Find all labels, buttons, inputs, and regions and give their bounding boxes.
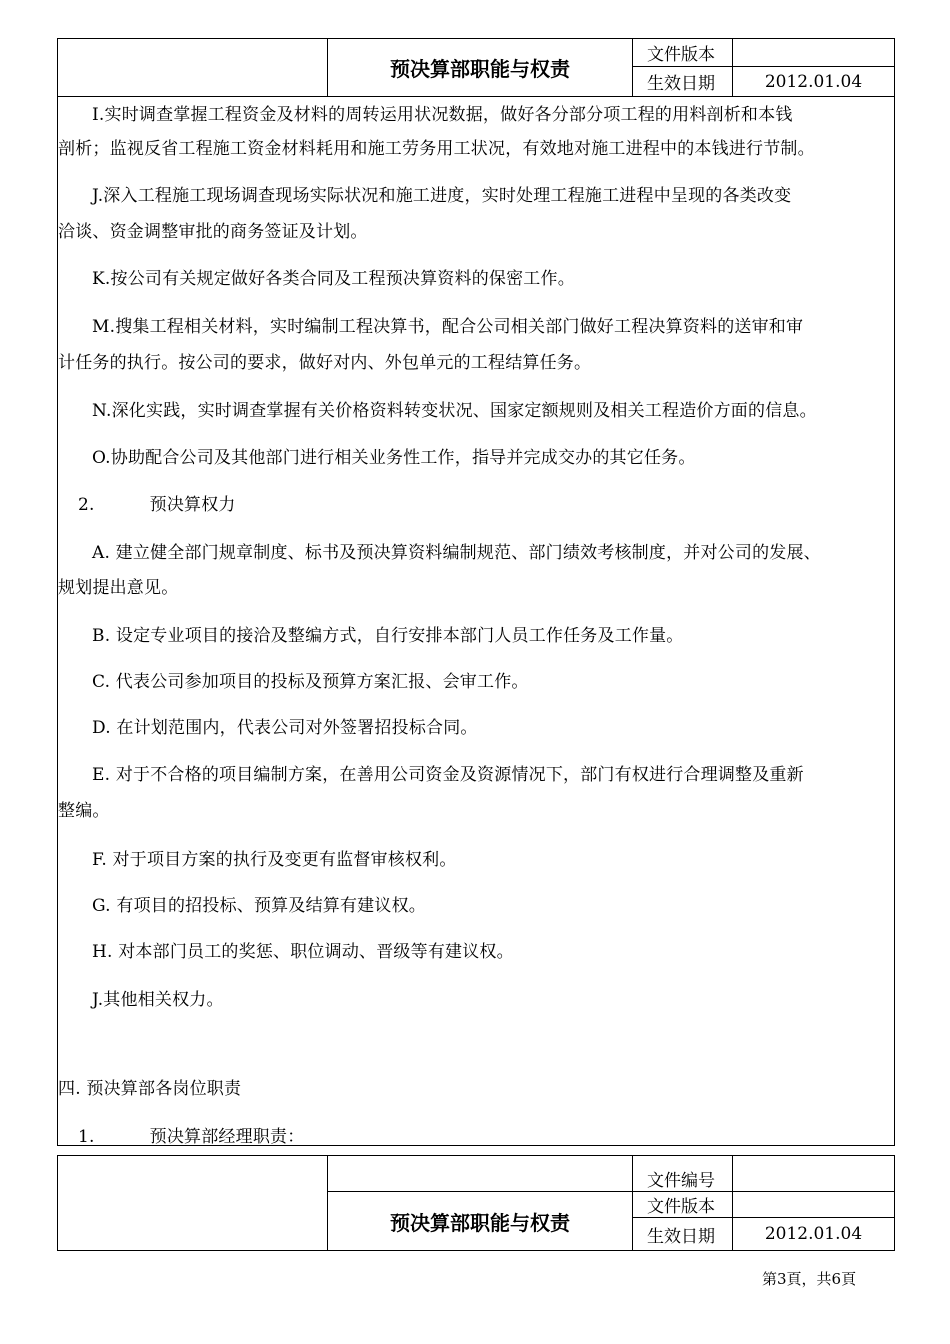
- document-title: 预决算部职能与权责: [328, 39, 633, 97]
- section-title: 预决算部经理职责：: [149, 1127, 305, 1147]
- section-title: 预决算权力: [149, 495, 236, 515]
- paragraph-line: 规划提出意见。: [58, 578, 179, 598]
- paragraph-line: J.深入工程施工现场调查现场实际状况和施工进度，实时处理工程施工进程中呈现的各类改变: [92, 186, 792, 206]
- paragraph-line: K.按公司有关规定做好各类合同及工程预决算资料的保密工作。: [92, 269, 575, 289]
- next-page-header-table: [57, 1155, 895, 1251]
- paragraph-line: 计任务的执行。按公司的要求，做好对内、外包单元的工程结算任务。: [58, 353, 592, 373]
- version-label: 文件版本: [633, 39, 733, 67]
- paragraph-line: 剖析；监视反省工程施工资金材料耗用和施工劳务用工状况，有效地对施工进程中的本钱进行节制。: [58, 139, 815, 159]
- paragraph-line: D. 在计划范围内，代表公司对外签署招投标合同。: [92, 718, 478, 738]
- document-title: 预决算部职能与权责: [328, 1192, 633, 1251]
- paragraph-line: 整编。: [58, 801, 110, 821]
- effective-date-label: 生效日期: [633, 67, 733, 97]
- effective-date-value: 2012.01.04: [733, 1218, 895, 1251]
- paragraph-line: A. 建立健全部门规章制度、标书及预决算资料编制规范、部门绩效考核制度，并对公司的发展、: [92, 543, 821, 563]
- version-value: [733, 39, 895, 67]
- section-heading: [78, 1122, 304, 1147]
- header-table: [57, 38, 895, 97]
- header-blank-cell: [328, 1156, 633, 1192]
- paragraph-line: C. 代表公司参加项目的投标及预算方案汇报、会审工作。: [92, 672, 529, 692]
- paragraph-line: I.实时调查掌握工程资金及材料的周转运用状况数据，做好各分部分项工程的用料剖析和本钱: [92, 105, 793, 125]
- section-heading: [78, 490, 236, 515]
- version-label: 文件版本: [633, 1192, 733, 1218]
- chapter-heading: 四. 预决算部各岗位职责: [58, 1079, 242, 1099]
- file-number-value: [733, 1156, 895, 1192]
- paragraph-line: H. 对本部门员工的奖惩、职位调动、晋级等有建议权。: [92, 942, 514, 962]
- section-number: 1.: [78, 1127, 95, 1147]
- paragraph-line: M.搜集工程相关材料，实时编制工程决算书，配合公司相关部门做好工程决算资料的送审和审: [92, 317, 804, 337]
- header-blank-cell: [58, 1156, 328, 1251]
- paragraph-line: G. 有项目的招投标、预算及结算有建议权。: [92, 896, 426, 916]
- paragraph-line: N.深化实践，实时调查掌握有关价格资料转变状况、国家定额规则及相关工程造价方面的信息。: [92, 401, 817, 421]
- header-blank-cell: [58, 39, 328, 97]
- effective-date-label: 生效日期: [633, 1218, 733, 1251]
- version-value: [733, 1192, 895, 1218]
- file-number-label: 文件编号: [633, 1156, 733, 1192]
- page-number: 第3頁，共6頁: [762, 1270, 857, 1288]
- paragraph-line: J.其他相关权力。: [92, 990, 224, 1010]
- paragraph-line: E. 对于不合格的项目编制方案，在善用公司资金及资源情况下，部门有权进行合理调整及重新: [92, 765, 804, 785]
- paragraph-line: B. 设定专业项目的接洽及整编方式，自行安排本部门人员工作任务及工作量。: [92, 626, 684, 646]
- paragraph-line: O.协助配合公司及其他部门进行相关业务性工作，指导并完成交办的其它任务。: [92, 448, 696, 468]
- effective-date-value: 2012.01.04: [733, 67, 895, 97]
- paragraph-line: F. 对于项目方案的执行及变更有监督审核权利。: [92, 850, 457, 870]
- section-number: 2.: [78, 495, 95, 515]
- paragraph-line: 洽谈、资金调整审批的商务签证及计划。: [58, 222, 368, 242]
